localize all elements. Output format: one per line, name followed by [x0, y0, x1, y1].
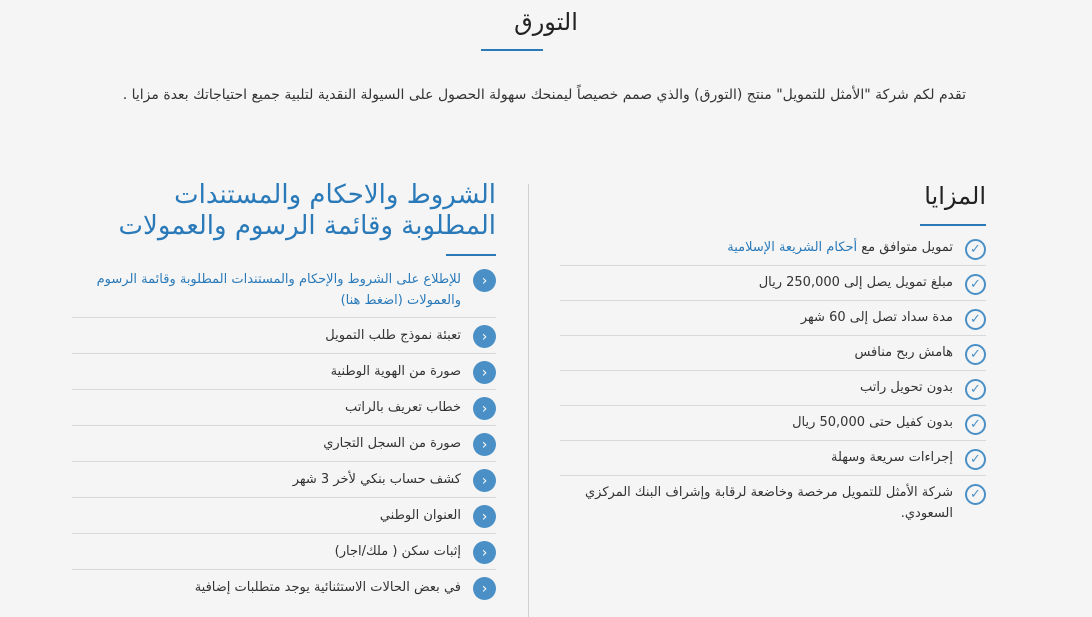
benefits-section	[560, 180, 986, 530]
benefits-heading: المزايا	[924, 182, 986, 210]
chevron-left-circle-icon: ‹	[473, 433, 496, 456]
check-circle-icon: ✓	[965, 414, 986, 435]
benefit-text-prefix: تمويل متوافق مع	[857, 240, 953, 255]
check-circle-icon: ✓	[965, 344, 986, 365]
benefit-text: مدة سداد تصل إلى 60 شهر	[800, 310, 953, 325]
term-text: إثبات سكن ( ملك/اجار)	[334, 544, 461, 559]
term-item	[72, 354, 496, 390]
check-circle-icon: ✓	[965, 449, 986, 470]
term-item	[72, 498, 496, 534]
benefit-item	[560, 336, 986, 371]
check-circle-icon: ✓	[965, 309, 986, 330]
check-circle-icon: ✓	[965, 484, 986, 505]
term-text: خطاب تعريف بالراتب	[344, 400, 461, 415]
term-text: صورة من السجل التجاري	[323, 436, 461, 451]
chevron-left-circle-icon: ‹	[473, 397, 496, 420]
benefit-item	[560, 476, 986, 530]
term-text: العنوان الوطني	[379, 508, 461, 523]
chevron-left-circle-icon: ‹	[473, 505, 496, 528]
benefits-heading-underline	[920, 224, 986, 226]
benefit-item	[560, 231, 986, 266]
check-circle-icon: ✓	[965, 239, 986, 260]
benefit-text: بدون كفيل حتى 50,000 ريال	[792, 415, 953, 430]
term-item	[72, 426, 496, 462]
chevron-left-circle-icon: ‹	[473, 469, 496, 492]
benefit-text: مبلغ تمويل يصل إلى 250,000 ريال	[758, 275, 953, 290]
benefit-text: هامش ربح منافس	[854, 345, 953, 360]
benefit-item	[560, 301, 986, 336]
chevron-left-circle-icon: ‹	[473, 541, 496, 564]
term-item	[72, 534, 496, 570]
terms-heading: الشروط والاحكام والمستندات المطلوبة وقائمة الرسوم والعمولات	[118, 180, 496, 241]
benefit-text: شركة الأمثل للتمويل مرخصة وخاضعة لرقابة وإشراف البنك المركزي السعودي.	[584, 485, 953, 521]
intro-paragraph: تقدم لكم شركة "الأمثل للتمويل" منتج (التورق) والذي صمم خصيصاً ليمنحك سهولة الحصول على السيولة النقدية لتلبية جميع احتياجاتك بعدة مزايا .	[122, 87, 966, 103]
chevron-left-circle-icon: ‹	[473, 577, 496, 600]
benefit-item	[560, 441, 986, 476]
terms-link[interactable]: للإطلاع على الشروط والإحكام والمستندات المطلوبة وقائمة الرسوم والعمولات (اضغط هنا)	[96, 272, 461, 308]
terms-heading-underline	[446, 254, 496, 256]
terms-section	[72, 180, 496, 606]
term-text: تعبئة نموذج طلب التمويل	[325, 328, 461, 343]
chevron-left-circle-icon: ‹	[473, 361, 496, 384]
benefit-text	[727, 231, 953, 264]
term-text: كشف حساب بنكي لأخر 3 شهر	[292, 472, 461, 487]
chevron-left-circle-icon: ‹	[473, 325, 496, 348]
term-item	[72, 390, 496, 426]
benefit-text: إجراءات سريعة وسهلة	[830, 450, 953, 465]
term-text: في بعض الحالات الاستثنائية يوجد متطلبات إضافية	[194, 580, 461, 595]
term-item	[72, 318, 496, 354]
term-text: صورة من الهوية الوطنية	[330, 364, 461, 379]
term-item	[72, 570, 496, 606]
benefit-text: بدون تحويل راتب	[860, 380, 953, 395]
sharia-link[interactable]: أحكام الشريعة الإسلامية	[727, 240, 858, 255]
title-underline	[481, 49, 543, 51]
terms-list	[72, 262, 496, 606]
chevron-left-circle-icon: ‹	[473, 269, 496, 292]
check-circle-icon: ✓	[965, 274, 986, 295]
check-circle-icon: ✓	[965, 379, 986, 400]
benefit-item	[560, 266, 986, 301]
benefit-item	[560, 406, 986, 441]
benefits-list	[560, 231, 986, 530]
column-divider	[528, 184, 529, 617]
benefit-item	[560, 371, 986, 406]
term-item	[72, 462, 496, 498]
terms-link-item[interactable]	[72, 262, 496, 318]
page-title: التورق	[514, 8, 578, 36]
